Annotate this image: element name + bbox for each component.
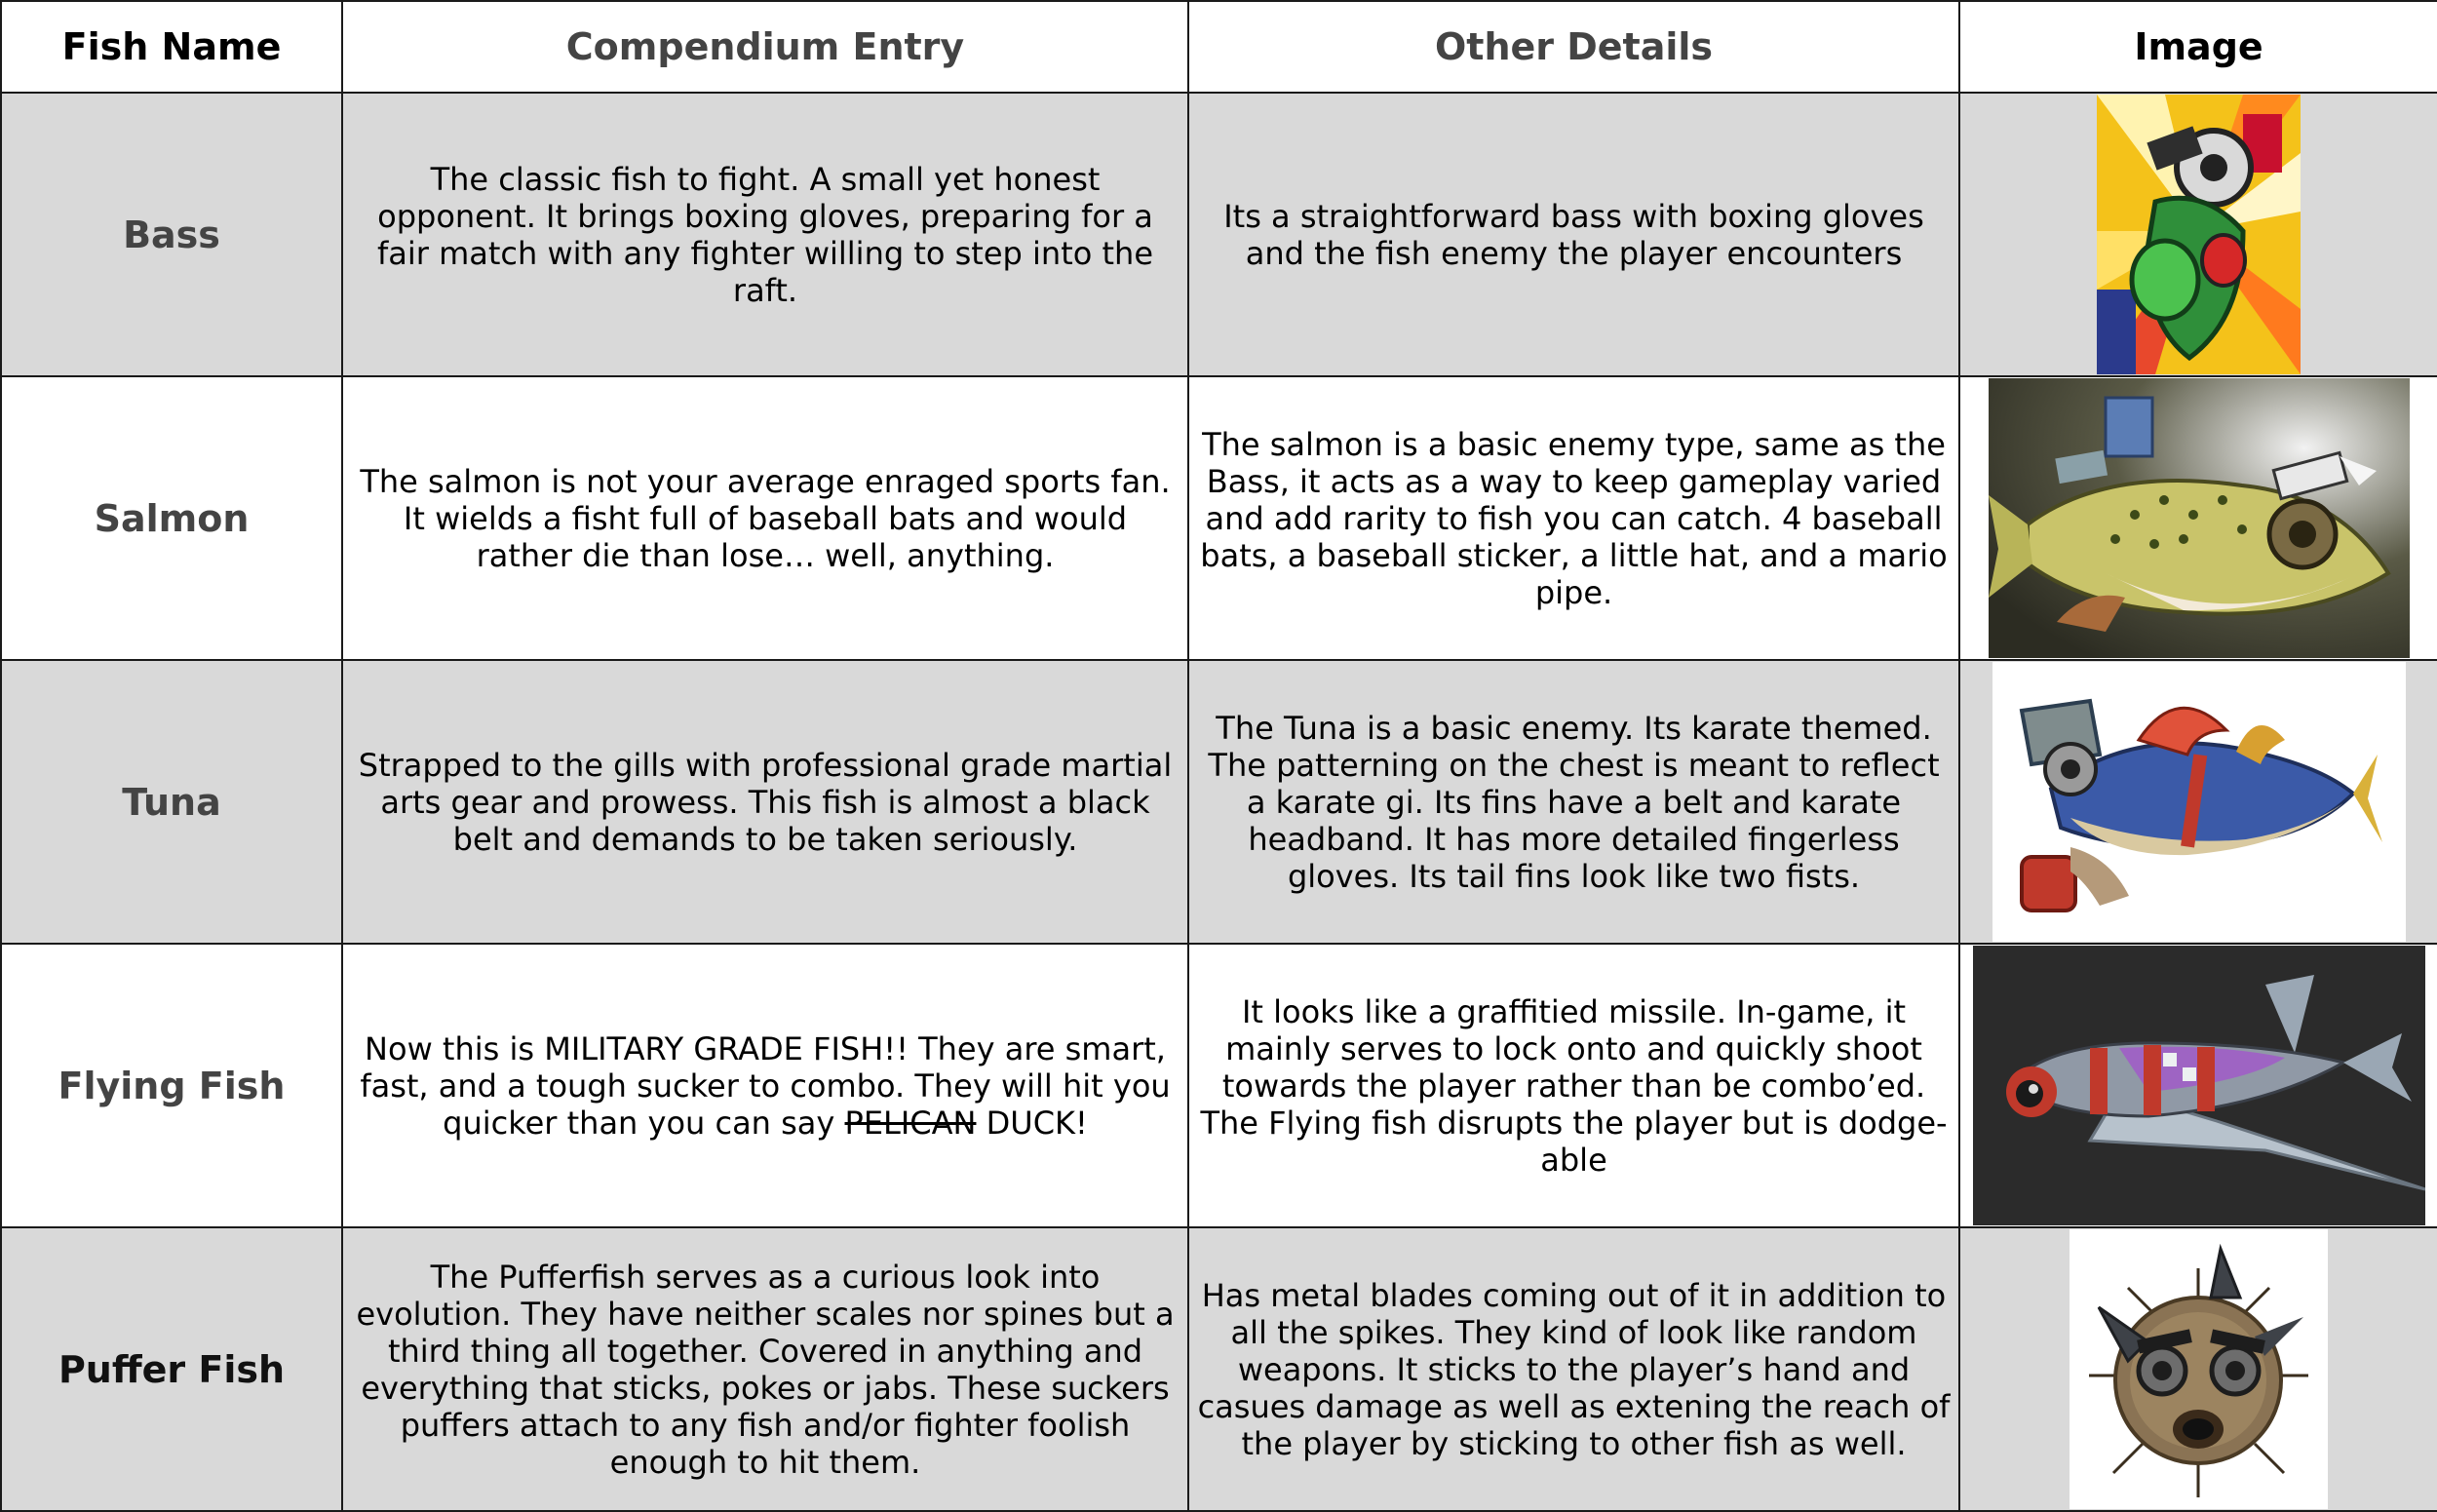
fish-name-cell[interactable]: Flying Fish bbox=[1, 944, 342, 1227]
table-row-flying-fish bbox=[1, 944, 2437, 1227]
header-image[interactable]: Image bbox=[1959, 1, 2437, 93]
header-compendium-entry[interactable]: Compendium Entry bbox=[342, 1, 1188, 93]
image-cell[interactable] bbox=[1959, 660, 2437, 944]
fish-name-cell[interactable]: Salmon bbox=[1, 376, 342, 660]
header-row bbox=[1, 1, 2437, 93]
other-details-cell[interactable]: Has metal blades coming out of it in addition to all the spikes. They kind of look like random weapons. It sticks to the player’s hand and casues damage as well as extening the reach of the player by sticking to other fish as well. bbox=[1188, 1227, 1959, 1511]
struck-word: PELICAN bbox=[844, 1104, 977, 1142]
image-cell[interactable] bbox=[1959, 376, 2437, 660]
header-other-details[interactable]: Other Details bbox=[1188, 1, 1959, 93]
tuna-3d-model-image bbox=[1992, 662, 2406, 942]
fish-name-cell[interactable]: Puffer Fish bbox=[1, 1227, 342, 1511]
table-row-bass bbox=[1, 93, 2437, 376]
compendium-entry-cell[interactable]: Strapped to the gills with professional grade martial arts gear and prowess. This fish is almost a black belt and demands to be taken seriously. bbox=[342, 660, 1188, 944]
compendium-entry-cell[interactable]: The Pufferfish serves as a curious look into evolution. They have neither scales nor spines but a third thing all together. Covered in anything and everything that sticks, pokes or jabs. These suckers puffers attach to any fish and/or fighter foolish enough to hit them. bbox=[342, 1227, 1188, 1511]
pufferfish-3d-model-image bbox=[2070, 1229, 2328, 1509]
compendium-entry-cell[interactable]: The salmon is not your average enraged sports fan. It wields a fisht full of baseball bats and would rather die than lose… well, anything. bbox=[342, 376, 1188, 660]
image-cell[interactable] bbox=[1959, 1227, 2437, 1511]
bass-comic-art-image bbox=[2097, 95, 2301, 374]
other-details-cell[interactable]: It looks like a graffitied missile. In-game, it mainly serves to lock onto and quickly shoot towards the player rather than be combo’ed. The Flying fish disrupts the player but is dodge-able bbox=[1188, 944, 1959, 1227]
other-details-cell[interactable]: Its a straightforward bass with boxing gloves and the fish enemy the player encounters bbox=[1188, 93, 1959, 376]
table-row-salmon bbox=[1, 376, 2437, 660]
fish-name-cell[interactable]: Tuna bbox=[1, 660, 342, 944]
table-row-tuna bbox=[1, 660, 2437, 944]
entry-text-end: DUCK! bbox=[986, 1104, 1088, 1142]
compendium-entry-cell[interactable]: The classic fish to fight. A small yet honest opponent. It brings boxing gloves, preparing for a fair match with any fighter willing to step into the raft. bbox=[342, 93, 1188, 376]
header-fish-name[interactable]: Fish Name bbox=[1, 1, 342, 93]
other-details-cell[interactable]: The Tuna is a basic enemy. Its karate themed. The patterning on the chest is meant to reflect a karate gi. Its fins have a belt and karate headband. It has more detailed fingerless gloves. Its tail fins look like two fists. bbox=[1188, 660, 1959, 944]
table-row-puffer-fish bbox=[1, 1227, 2437, 1511]
image-cell[interactable] bbox=[1959, 944, 2437, 1227]
image-cell[interactable] bbox=[1959, 93, 2437, 376]
compendium-entry-cell[interactable] bbox=[342, 944, 1188, 1227]
flying-fish-3d-model-image bbox=[1973, 946, 2425, 1225]
fish-name-cell[interactable]: Bass bbox=[1, 93, 342, 376]
other-details-cell[interactable]: The salmon is a basic enemy type, same as the Bass, it acts as a way to keep gameplay varied and add rarity to fish you can catch. 4 baseball bats, a baseball sticker, a little hat, and a mario pipe. bbox=[1188, 376, 1959, 660]
salmon-3d-model-image bbox=[1989, 378, 2410, 658]
entry-text: Now this is MILITARY GRADE FISH!! They are smart, fast, and a tough sucker to combo. They will hit you quicker than you can say bbox=[360, 1029, 1171, 1142]
